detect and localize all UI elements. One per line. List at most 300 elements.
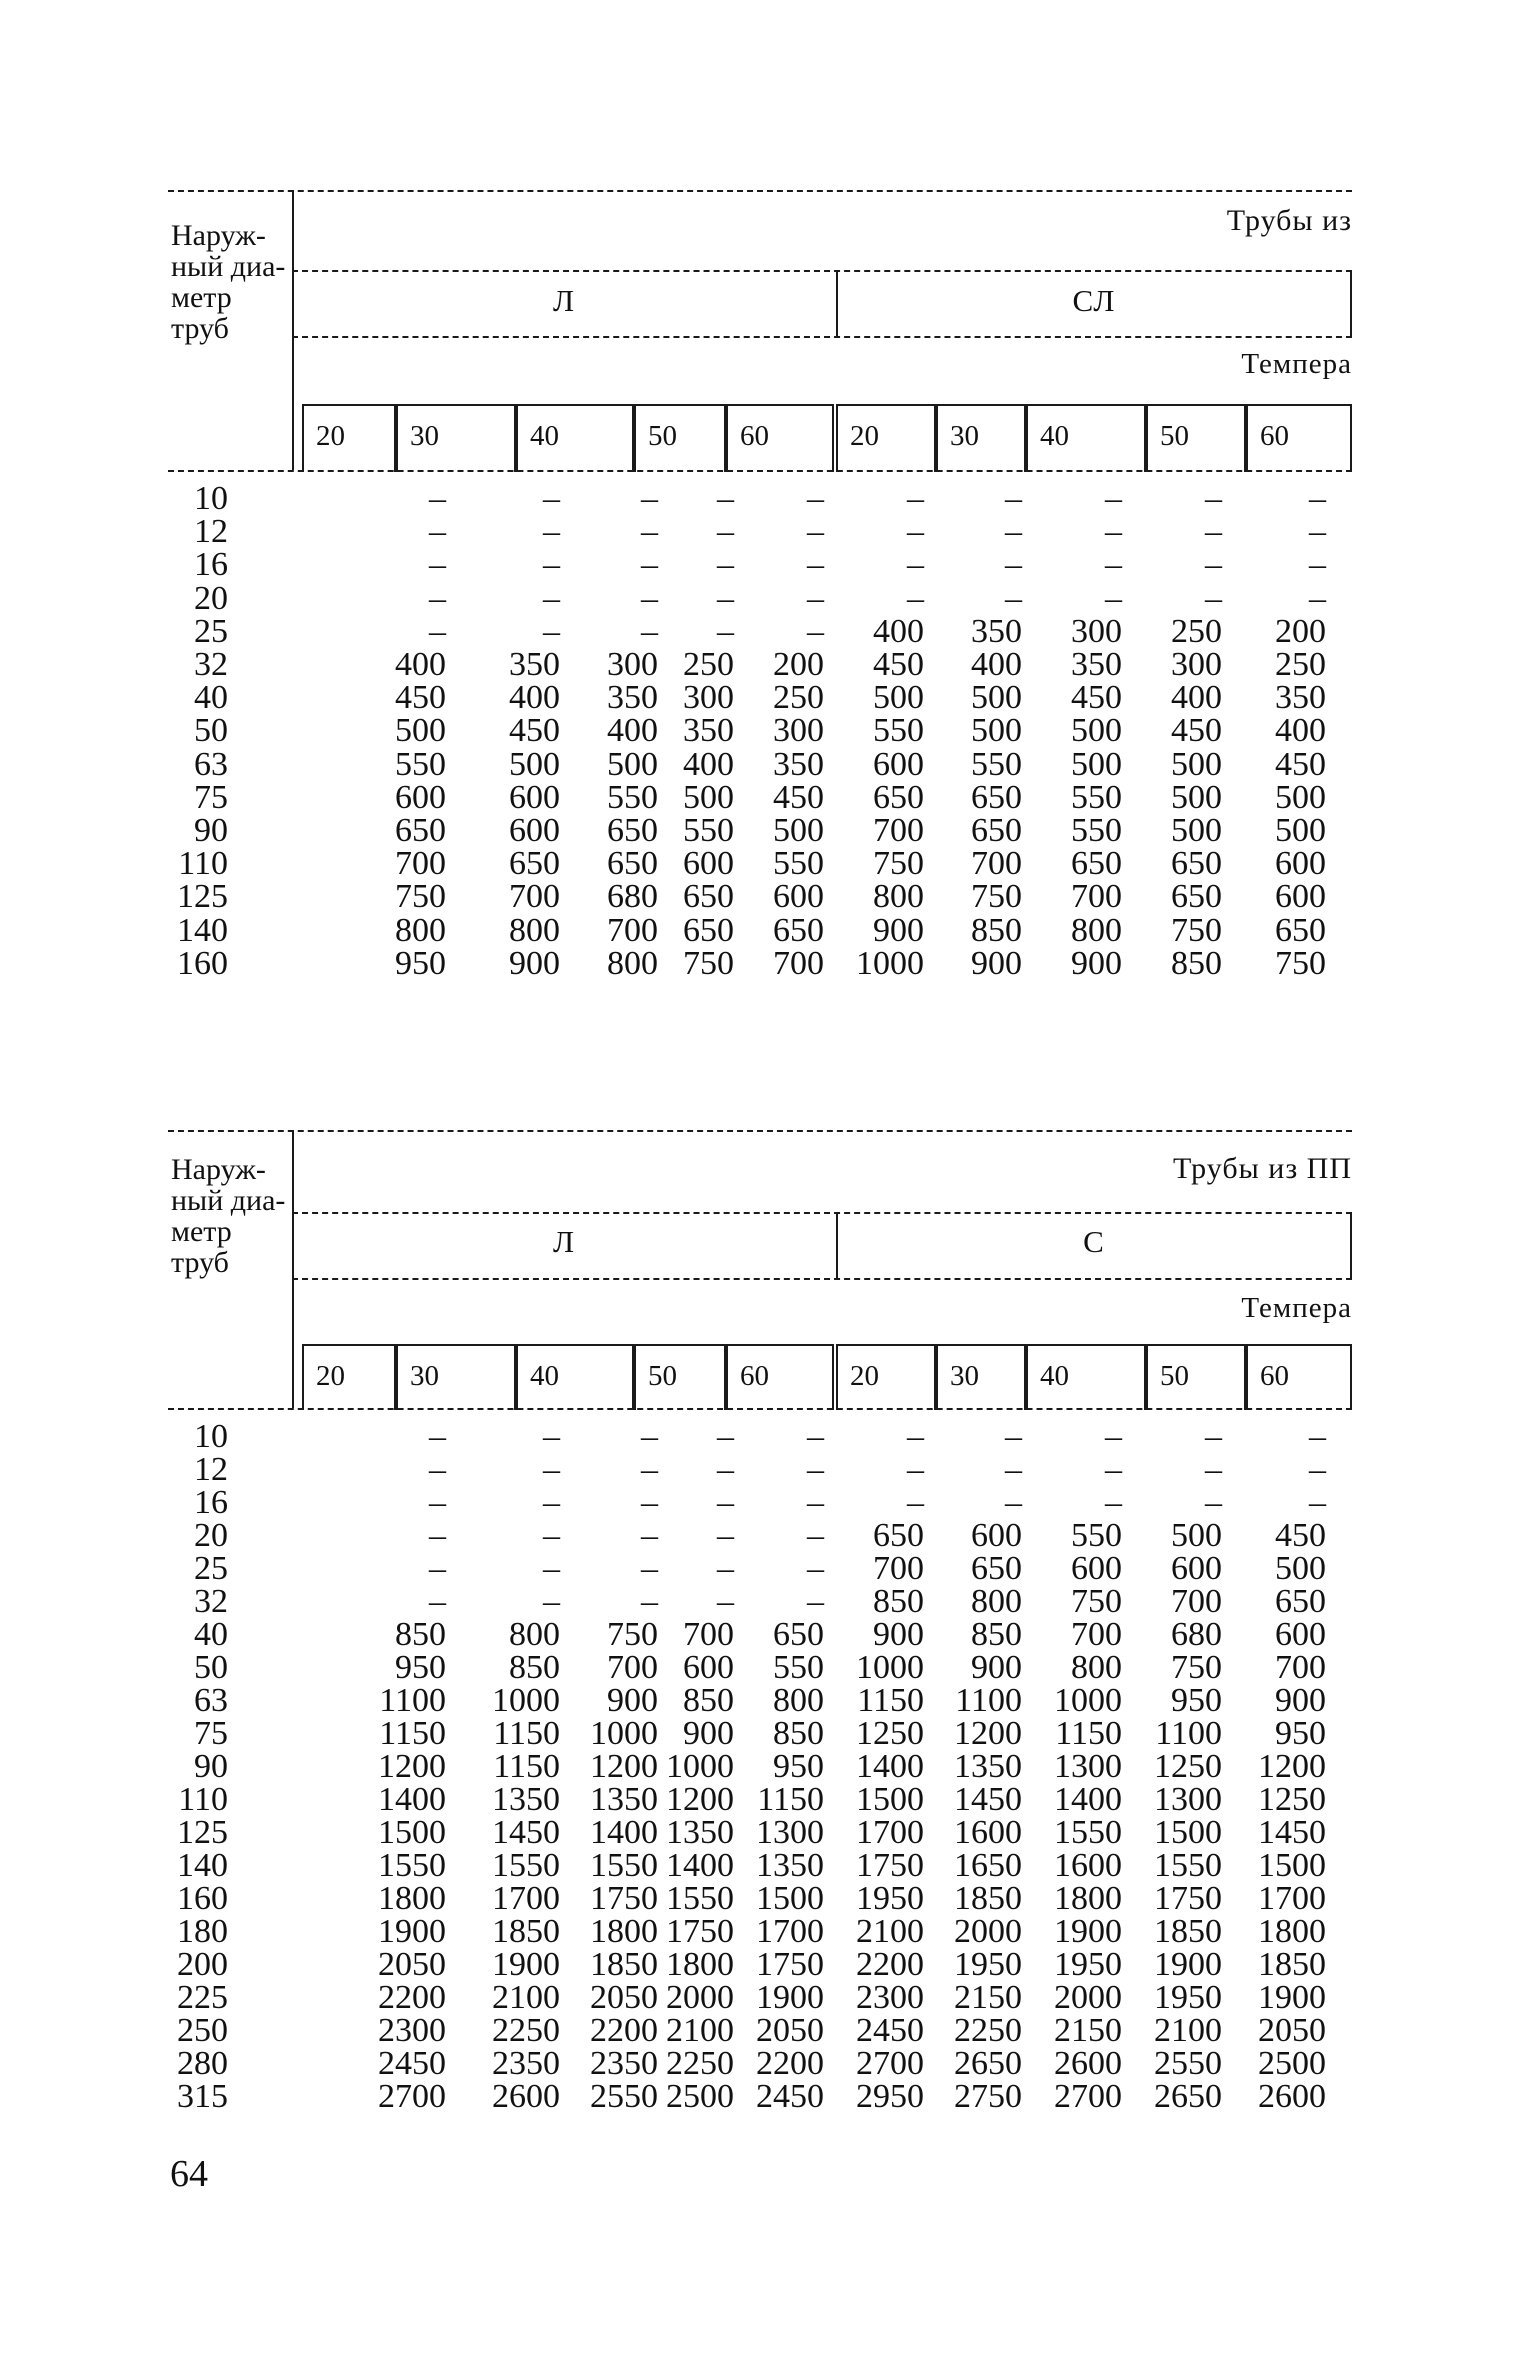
value-cell: 900 bbox=[971, 1649, 1022, 1686]
temp-column-value: 60 bbox=[740, 420, 769, 452]
value-cell: – bbox=[641, 1517, 658, 1554]
value-cell: 1100 bbox=[955, 1682, 1022, 1719]
table-row bbox=[168, 1915, 1352, 1948]
value-cell: 900 bbox=[971, 945, 1022, 982]
value-cell: – bbox=[1105, 1484, 1122, 1521]
value-cell: – bbox=[1205, 546, 1222, 583]
diameter-value: 40 bbox=[194, 1616, 228, 1653]
value-cell: 850 bbox=[971, 1616, 1022, 1653]
value-cell: 1750 bbox=[1154, 1880, 1222, 1917]
value-cell: 650 bbox=[773, 912, 824, 949]
value-cell: – bbox=[1309, 1484, 1326, 1521]
value-cell: – bbox=[807, 1484, 824, 1521]
value-cell: 2750 bbox=[954, 2078, 1022, 2115]
diameter-value: 25 bbox=[194, 1550, 228, 1587]
value-cell: 350 bbox=[509, 646, 560, 683]
value-cell: 500 bbox=[1071, 746, 1122, 783]
value-cell: 2650 bbox=[1154, 2078, 1222, 2115]
value-cell: 800 bbox=[607, 945, 658, 982]
temperature-label: Темпера bbox=[1241, 348, 1352, 380]
value-cell: 1850 bbox=[1154, 1913, 1222, 1950]
value-cell: 1500 bbox=[856, 1781, 924, 1818]
value-cell: 1700 bbox=[1258, 1880, 1326, 1917]
value-cell: – bbox=[429, 1583, 446, 1620]
value-cell: 2350 bbox=[492, 2045, 560, 2082]
value-cell: 1000 bbox=[666, 1748, 734, 1785]
value-cell: 450 bbox=[873, 646, 924, 683]
value-cell: – bbox=[1309, 546, 1326, 583]
value-cell: – bbox=[1205, 1418, 1222, 1455]
value-cell: 600 bbox=[1275, 878, 1326, 915]
value-cell: – bbox=[641, 1583, 658, 1620]
table-row bbox=[168, 1948, 1352, 1981]
header-bottom-rule bbox=[168, 470, 1352, 472]
value-cell: – bbox=[543, 1583, 560, 1620]
value-cell: 2100 bbox=[856, 1913, 924, 1950]
value-cell: – bbox=[429, 546, 446, 583]
group-top-rule bbox=[292, 1212, 1352, 1214]
value-cell: 1900 bbox=[1054, 1913, 1122, 1950]
temp-column-value: 20 bbox=[316, 420, 345, 452]
value-cell: 350 bbox=[773, 746, 824, 783]
diameter-value: 225 bbox=[177, 1979, 228, 2016]
value-cell: 650 bbox=[971, 779, 1022, 816]
table-row bbox=[168, 1618, 1352, 1651]
value-cell: 300 bbox=[1071, 613, 1122, 650]
value-cell: 1800 bbox=[1054, 1880, 1122, 1917]
value-cell: 500 bbox=[1171, 746, 1222, 783]
value-cell: – bbox=[543, 546, 560, 583]
value-cell: 2000 bbox=[666, 1979, 734, 2016]
value-cell: 1350 bbox=[590, 1781, 658, 1818]
table-row bbox=[168, 1519, 1352, 1552]
value-cell: 1700 bbox=[856, 1814, 924, 1851]
value-cell: – bbox=[807, 1517, 824, 1554]
table-row bbox=[168, 1849, 1352, 1882]
value-cell: 700 bbox=[971, 845, 1022, 882]
value-cell: 1350 bbox=[492, 1781, 560, 1818]
table-row bbox=[168, 714, 1352, 747]
value-cell: – bbox=[717, 546, 734, 583]
table-title: Трубы из bbox=[1226, 204, 1352, 237]
diameter-value: 125 bbox=[177, 1814, 228, 1851]
value-cell: 750 bbox=[395, 878, 446, 915]
value-cell: – bbox=[429, 580, 446, 617]
temp-column-value: 60 bbox=[740, 1360, 769, 1392]
table-row bbox=[168, 781, 1352, 814]
value-cell: 500 bbox=[1275, 812, 1326, 849]
value-cell: 450 bbox=[509, 712, 560, 749]
value-cell: – bbox=[1005, 480, 1022, 517]
value-cell: – bbox=[1205, 1451, 1222, 1488]
value-cell: 1000 bbox=[856, 945, 924, 982]
value-cell: 650 bbox=[1171, 878, 1222, 915]
stub-column-label: Наруж-ный диа-метр труб bbox=[171, 219, 286, 345]
group-separator bbox=[836, 1212, 838, 1278]
value-cell: 500 bbox=[1171, 812, 1222, 849]
temp-column-header bbox=[726, 1344, 834, 1410]
value-cell: 1800 bbox=[666, 1946, 734, 1983]
value-cell: 250 bbox=[683, 646, 734, 683]
diameter-value: 110 bbox=[178, 845, 228, 882]
value-cell: 850 bbox=[509, 1649, 560, 1686]
temp-column-value: 30 bbox=[950, 420, 979, 452]
value-cell: 1450 bbox=[492, 1814, 560, 1851]
value-cell: 600 bbox=[773, 878, 824, 915]
value-cell: 750 bbox=[971, 878, 1022, 915]
value-cell: 600 bbox=[509, 779, 560, 816]
value-cell: – bbox=[1205, 1484, 1222, 1521]
diameter-value: 90 bbox=[194, 812, 228, 849]
value-cell: 1100 bbox=[1155, 1715, 1222, 1752]
diameter-value: 32 bbox=[194, 1583, 228, 1620]
value-cell: 800 bbox=[1071, 912, 1122, 949]
value-cell: 1300 bbox=[756, 1814, 824, 1851]
value-cell: 1900 bbox=[1154, 1946, 1222, 1983]
value-cell: 2450 bbox=[756, 2078, 824, 2115]
value-cell: 700 bbox=[773, 945, 824, 982]
value-cell: 900 bbox=[607, 1682, 658, 1719]
value-cell: 1700 bbox=[492, 1880, 560, 1917]
temp-column-header bbox=[1246, 404, 1352, 472]
diameter-value: 20 bbox=[194, 1517, 228, 1554]
value-cell: 600 bbox=[683, 845, 734, 882]
value-cell: 1450 bbox=[1258, 1814, 1326, 1851]
value-cell: 1150 bbox=[857, 1682, 924, 1719]
value-cell: 400 bbox=[1171, 679, 1222, 716]
value-cell: – bbox=[543, 1550, 560, 1587]
value-cell: 400 bbox=[395, 646, 446, 683]
value-cell: 2000 bbox=[1054, 1979, 1122, 2016]
temp-column-header bbox=[396, 404, 516, 472]
diameter-value: 50 bbox=[194, 1649, 228, 1686]
value-cell: 550 bbox=[773, 1649, 824, 1686]
diameter-value: 200 bbox=[177, 1946, 228, 1983]
stub-separator bbox=[292, 190, 294, 470]
value-cell: 200 bbox=[773, 646, 824, 683]
value-cell: 1200 bbox=[590, 1748, 658, 1785]
value-cell: – bbox=[1005, 1451, 1022, 1488]
value-cell: 850 bbox=[971, 912, 1022, 949]
value-cell: – bbox=[807, 1550, 824, 1587]
value-cell: 950 bbox=[395, 945, 446, 982]
value-cell: – bbox=[807, 513, 824, 550]
value-cell: – bbox=[1005, 1484, 1022, 1521]
value-cell: – bbox=[717, 480, 734, 517]
value-cell: – bbox=[717, 513, 734, 550]
value-cell: 2600 bbox=[1054, 2045, 1122, 2082]
header-top-rule bbox=[168, 1130, 1352, 1132]
value-cell: – bbox=[543, 1484, 560, 1521]
value-cell: 1600 bbox=[954, 1814, 1022, 1851]
value-cell: 2700 bbox=[378, 2078, 446, 2115]
diameter-value: 12 bbox=[194, 1451, 228, 1488]
value-cell: 1950 bbox=[1054, 1946, 1122, 1983]
value-cell: 250 bbox=[1275, 646, 1326, 683]
value-cell: 2350 bbox=[590, 2045, 658, 2082]
temp-column-value: 20 bbox=[850, 1360, 879, 1392]
group-label-left: Л bbox=[552, 1224, 576, 1259]
value-cell: – bbox=[641, 580, 658, 617]
value-cell: – bbox=[907, 1484, 924, 1521]
temp-column-header bbox=[726, 404, 834, 472]
value-cell: 450 bbox=[395, 679, 446, 716]
value-cell: – bbox=[1105, 480, 1122, 517]
value-cell: 1400 bbox=[856, 1748, 924, 1785]
value-cell: 2650 bbox=[954, 2045, 1022, 2082]
value-cell: – bbox=[429, 513, 446, 550]
value-cell: 1500 bbox=[378, 1814, 446, 1851]
value-cell: 900 bbox=[1275, 1682, 1326, 1719]
value-cell: 650 bbox=[971, 1550, 1022, 1587]
value-cell: 1000 bbox=[856, 1649, 924, 1686]
value-cell: – bbox=[1309, 580, 1326, 617]
value-cell: 1950 bbox=[856, 1880, 924, 1917]
value-cell: 1800 bbox=[1258, 1913, 1326, 1950]
value-cell: 2600 bbox=[1258, 2078, 1326, 2115]
value-cell: 2200 bbox=[756, 2045, 824, 2082]
value-cell: 800 bbox=[1071, 1649, 1122, 1686]
value-cell: – bbox=[907, 580, 924, 617]
value-cell: – bbox=[1309, 1451, 1326, 1488]
table-row bbox=[168, 1420, 1352, 1453]
table-row bbox=[168, 615, 1352, 648]
table-row bbox=[168, 1816, 1352, 1849]
value-cell: 550 bbox=[773, 845, 824, 882]
value-cell: 350 bbox=[971, 613, 1022, 650]
value-cell: 650 bbox=[873, 1517, 924, 1554]
value-cell: 650 bbox=[607, 812, 658, 849]
value-cell: 1600 bbox=[1054, 1847, 1122, 1884]
value-cell: 1000 bbox=[590, 1715, 658, 1752]
value-cell: 1400 bbox=[1054, 1781, 1122, 1818]
value-cell: 2250 bbox=[492, 2012, 560, 2049]
value-cell: 1750 bbox=[590, 1880, 658, 1917]
diameter-value: 16 bbox=[194, 546, 228, 583]
value-cell: 700 bbox=[607, 912, 658, 949]
value-cell: 850 bbox=[395, 1616, 446, 1653]
temp-column-header bbox=[936, 1344, 1026, 1410]
value-cell: 1400 bbox=[378, 1781, 446, 1818]
value-cell: 1550 bbox=[590, 1847, 658, 1884]
value-cell: 650 bbox=[773, 1616, 824, 1653]
value-cell: 1350 bbox=[954, 1748, 1022, 1785]
value-cell: 700 bbox=[873, 812, 924, 849]
temp-column-value: 40 bbox=[530, 420, 559, 452]
group-right-edge bbox=[1350, 1212, 1352, 1278]
value-cell: 2700 bbox=[856, 2045, 924, 2082]
value-cell: 1900 bbox=[492, 1946, 560, 1983]
value-cell: – bbox=[717, 1451, 734, 1488]
diameter-value: 110 bbox=[178, 1781, 228, 1818]
value-cell: 950 bbox=[395, 1649, 446, 1686]
table-row bbox=[168, 880, 1352, 913]
value-cell: – bbox=[717, 580, 734, 617]
value-cell: 1850 bbox=[492, 1913, 560, 1950]
table-title: Трубы из ПП bbox=[1172, 1152, 1352, 1185]
value-cell: 950 bbox=[1275, 1715, 1326, 1752]
value-cell: – bbox=[1205, 580, 1222, 617]
value-cell: 700 bbox=[873, 1550, 924, 1587]
value-cell: 2550 bbox=[590, 2078, 658, 2115]
value-cell: 500 bbox=[1071, 712, 1122, 749]
value-cell: 2200 bbox=[590, 2012, 658, 2049]
value-cell: 500 bbox=[1171, 779, 1222, 816]
value-cell: 900 bbox=[1071, 945, 1122, 982]
value-cell: 1400 bbox=[666, 1847, 734, 1884]
value-cell: 1900 bbox=[1258, 1979, 1326, 2016]
value-cell: 700 bbox=[683, 1616, 734, 1653]
value-cell: 800 bbox=[971, 1583, 1022, 1620]
value-cell: 600 bbox=[1275, 845, 1326, 882]
value-cell: 950 bbox=[773, 1748, 824, 1785]
temp-column-value: 30 bbox=[410, 420, 439, 452]
table-row bbox=[168, 2047, 1352, 2080]
table-row bbox=[168, 1882, 1352, 1915]
value-cell: – bbox=[543, 513, 560, 550]
value-cell: – bbox=[807, 1418, 824, 1455]
value-cell: 650 bbox=[1275, 1583, 1326, 1620]
value-cell: – bbox=[807, 580, 824, 617]
value-cell: 600 bbox=[971, 1517, 1022, 1554]
temp-column-value: 40 bbox=[1040, 1360, 1069, 1392]
value-cell: – bbox=[807, 1451, 824, 1488]
value-cell: – bbox=[429, 1418, 446, 1455]
value-cell: 900 bbox=[509, 945, 560, 982]
value-cell: 500 bbox=[971, 712, 1022, 749]
diameter-value: 125 bbox=[177, 878, 228, 915]
table-row bbox=[168, 1783, 1352, 1816]
value-cell: 800 bbox=[873, 878, 924, 915]
temp-column-value: 20 bbox=[850, 420, 879, 452]
value-cell: 2500 bbox=[666, 2078, 734, 2115]
value-cell: 550 bbox=[971, 746, 1022, 783]
value-cell: – bbox=[1309, 1418, 1326, 1455]
header-top-rule bbox=[168, 190, 1352, 192]
value-cell: 2100 bbox=[492, 1979, 560, 2016]
temp-column-value: 60 bbox=[1260, 1360, 1289, 1392]
value-cell: – bbox=[1105, 1418, 1122, 1455]
value-cell: 300 bbox=[683, 679, 734, 716]
value-cell: 750 bbox=[607, 1616, 658, 1653]
temp-column-value: 50 bbox=[1160, 1360, 1189, 1392]
value-cell: 650 bbox=[395, 812, 446, 849]
value-cell: 550 bbox=[873, 712, 924, 749]
value-cell: 1200 bbox=[954, 1715, 1022, 1752]
temp-column-header bbox=[836, 404, 936, 472]
value-cell: 400 bbox=[607, 712, 658, 749]
value-cell: 1750 bbox=[856, 1847, 924, 1884]
value-cell: – bbox=[429, 480, 446, 517]
value-cell: 500 bbox=[1275, 779, 1326, 816]
value-cell: 1200 bbox=[666, 1781, 734, 1818]
value-cell: 900 bbox=[873, 1616, 924, 1653]
temp-column-value: 60 bbox=[1260, 420, 1289, 452]
value-cell: – bbox=[717, 1418, 734, 1455]
value-cell: – bbox=[717, 613, 734, 650]
table-row bbox=[168, 1585, 1352, 1618]
table-row bbox=[168, 548, 1352, 581]
value-cell: 500 bbox=[1275, 1550, 1326, 1587]
value-cell: 650 bbox=[1171, 845, 1222, 882]
value-cell: – bbox=[1005, 513, 1022, 550]
table-row bbox=[168, 914, 1352, 947]
value-cell: 1150 bbox=[493, 1748, 560, 1785]
value-cell: 500 bbox=[873, 679, 924, 716]
value-cell: 500 bbox=[773, 812, 824, 849]
group-top-rule bbox=[292, 270, 1352, 272]
value-cell: – bbox=[907, 546, 924, 583]
diameter-value: 160 bbox=[177, 1880, 228, 1917]
value-cell: 450 bbox=[1275, 746, 1326, 783]
value-cell: 550 bbox=[1071, 779, 1122, 816]
value-cell: 650 bbox=[1275, 912, 1326, 949]
table-row bbox=[168, 847, 1352, 880]
value-cell: 1550 bbox=[378, 1847, 446, 1884]
value-cell: 850 bbox=[873, 1583, 924, 1620]
value-cell: 400 bbox=[509, 679, 560, 716]
table-row bbox=[168, 1717, 1352, 1750]
value-cell: 1200 bbox=[378, 1748, 446, 1785]
value-cell: – bbox=[1309, 480, 1326, 517]
value-cell: 600 bbox=[509, 812, 560, 849]
group-label-left: Л bbox=[552, 283, 576, 318]
value-cell: – bbox=[641, 513, 658, 550]
value-cell: 800 bbox=[773, 1682, 824, 1719]
stub-separator bbox=[292, 1130, 294, 1408]
value-cell: 2200 bbox=[378, 1979, 446, 2016]
value-cell: 1150 bbox=[757, 1781, 824, 1818]
value-cell: – bbox=[429, 1451, 446, 1488]
value-cell: – bbox=[543, 1418, 560, 1455]
value-cell: 2150 bbox=[1054, 2012, 1122, 2049]
value-cell: 1850 bbox=[590, 1946, 658, 1983]
value-cell: 700 bbox=[395, 845, 446, 882]
value-cell: – bbox=[543, 580, 560, 617]
table-row bbox=[168, 748, 1352, 781]
value-cell: – bbox=[907, 1451, 924, 1488]
value-cell: – bbox=[907, 480, 924, 517]
group-label-right: С bbox=[1083, 1224, 1105, 1259]
temp-column-value: 50 bbox=[1160, 420, 1189, 452]
value-cell: – bbox=[429, 1517, 446, 1554]
value-cell: 650 bbox=[1071, 845, 1122, 882]
temp-column-value: 30 bbox=[950, 1360, 979, 1392]
value-cell: 2050 bbox=[756, 2012, 824, 2049]
value-cell: 2950 bbox=[856, 2078, 924, 2115]
value-cell: 550 bbox=[1071, 1517, 1122, 1554]
value-cell: 1800 bbox=[378, 1880, 446, 1917]
table-row bbox=[168, 1486, 1352, 1519]
value-cell: 650 bbox=[607, 845, 658, 882]
group-separator bbox=[836, 270, 838, 336]
value-cell: 2600 bbox=[492, 2078, 560, 2115]
value-cell: – bbox=[1105, 580, 1122, 617]
table-row bbox=[168, 947, 1352, 980]
value-cell: – bbox=[641, 613, 658, 650]
temp-column-header bbox=[634, 404, 726, 472]
stub-column-label: Наруж-ный диа-метр труб bbox=[171, 1153, 286, 1279]
value-cell: 1000 bbox=[1054, 1682, 1122, 1719]
value-cell: – bbox=[1105, 546, 1122, 583]
value-cell: – bbox=[1005, 546, 1022, 583]
value-cell: 1550 bbox=[666, 1880, 734, 1917]
diameter-value: 50 bbox=[194, 712, 228, 749]
value-cell: 600 bbox=[683, 1649, 734, 1686]
diameter-value: 180 bbox=[177, 1913, 228, 1950]
table-row bbox=[168, 582, 1352, 615]
value-cell: 850 bbox=[1171, 945, 1222, 982]
